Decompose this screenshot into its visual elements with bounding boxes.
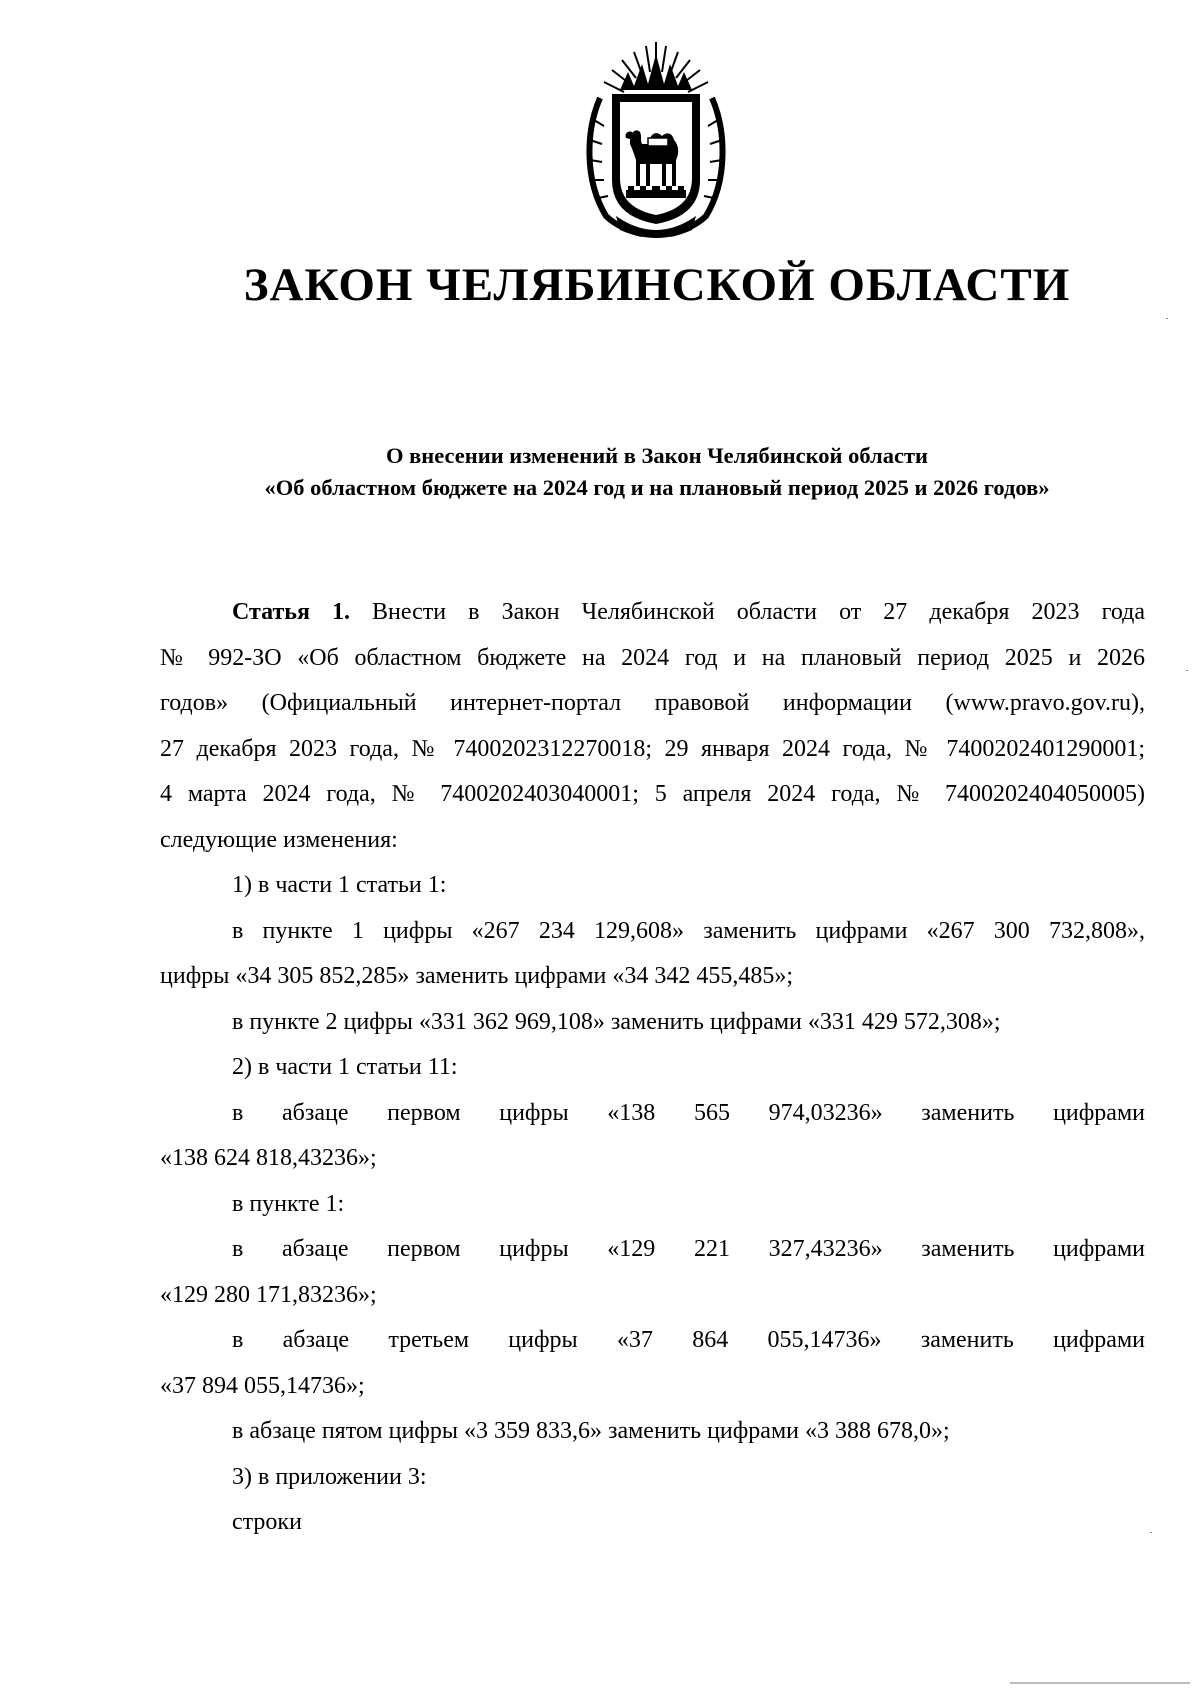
- subtitle-line-1: О внесении изменений в Закон Челябинской области: [386, 443, 928, 468]
- scan-edge-mark: [1010, 1682, 1190, 1684]
- scan-speck: [1186, 670, 1188, 671]
- article-1-line-5: 4 марта 2024 года, № 7400202403040001; 5 апреля 2024 года, № 7400202404050005): [160, 781, 1145, 807]
- item-2-heading: 2) в части 1 статьи 11:: [232, 1054, 458, 1080]
- item-2-para-1-line-2: «138 624 818,43236»;: [160, 1145, 377, 1171]
- scan-speck: [1166, 318, 1168, 319]
- article-1-line-1: [160, 590, 1145, 636]
- scan-speck: [1150, 1532, 1152, 1533]
- subtitle-line-2: «Об областном бюджете на 2024 год и на плановый период 2025 и 2026 годов»: [264, 475, 1050, 500]
- item-3-para-1: строки: [232, 1509, 302, 1535]
- item-2-para-4-line-2: «37 894 055,14736»;: [160, 1372, 365, 1399]
- item-2-para-2: в пункте 1:: [232, 1190, 345, 1217]
- article-1-line-6: следующие изменения:: [160, 826, 398, 853]
- item-2-para-4-line-1: в абзаце третьем цифры «37 864 055,14736» заменить цифрами: [232, 1327, 1145, 1353]
- chelyabinsk-coat-of-arms-icon: [576, 40, 736, 238]
- item-2-para-3-line-2: «129 280 171,83236»;: [160, 1281, 377, 1308]
- item-2-para-5: в абзаце пятом цифры «3 359 833,6» заменить цифрами «3 388 678,0»;: [232, 1418, 950, 1444]
- article-1-line-3: годов» (Официальный интернет-портал правовой информации (www.pravo.gov.ru),: [160, 690, 1145, 716]
- law-body: [160, 590, 1145, 1546]
- law-title: ЗАКОН ЧЕЛЯБИНСКОЙ ОБЛАСТИ: [243, 259, 1071, 311]
- law-subtitle: [0, 440, 1200, 504]
- item-1-heading: 1) в части 1 статьи 1:: [232, 872, 447, 898]
- item-2-para-1-line-1: в абзаце первом цифры «138 565 974,03236» заменить цифрами: [232, 1099, 1145, 1126]
- article-1-line-1-text: Внести в Закон Челябинской области от 27 декабря 2023 года: [372, 599, 1145, 625]
- item-3-heading: 3) в приложении 3:: [232, 1463, 427, 1490]
- article-1-label: Статья 1.: [232, 599, 351, 625]
- item-1-para-2: в пункте 2 цифры «331 362 969,108» заменить цифрами «331 429 572,308»;: [232, 1008, 1001, 1035]
- item-1-para-1-line-2: цифры «34 305 852,285» заменить цифрами «34 342 455,485»;: [160, 963, 794, 989]
- article-1-line-2: № 992-ЗО «Об областном бюджете на 2024 год и на плановый период 2025 и 2026: [160, 644, 1145, 671]
- item-2-para-3-line-1: в абзаце первом цифры «129 221 327,43236» заменить цифрами: [232, 1236, 1145, 1262]
- item-1-para-1-line-1: в пункте 1 цифры «267 234 129,608» заменить цифрами «267 300 732,808»,: [232, 917, 1145, 944]
- article-1-line-4: 27 декабря 2023 года, № 7400202312270018; 29 января 2024 года, № 7400202401290001;: [160, 735, 1145, 762]
